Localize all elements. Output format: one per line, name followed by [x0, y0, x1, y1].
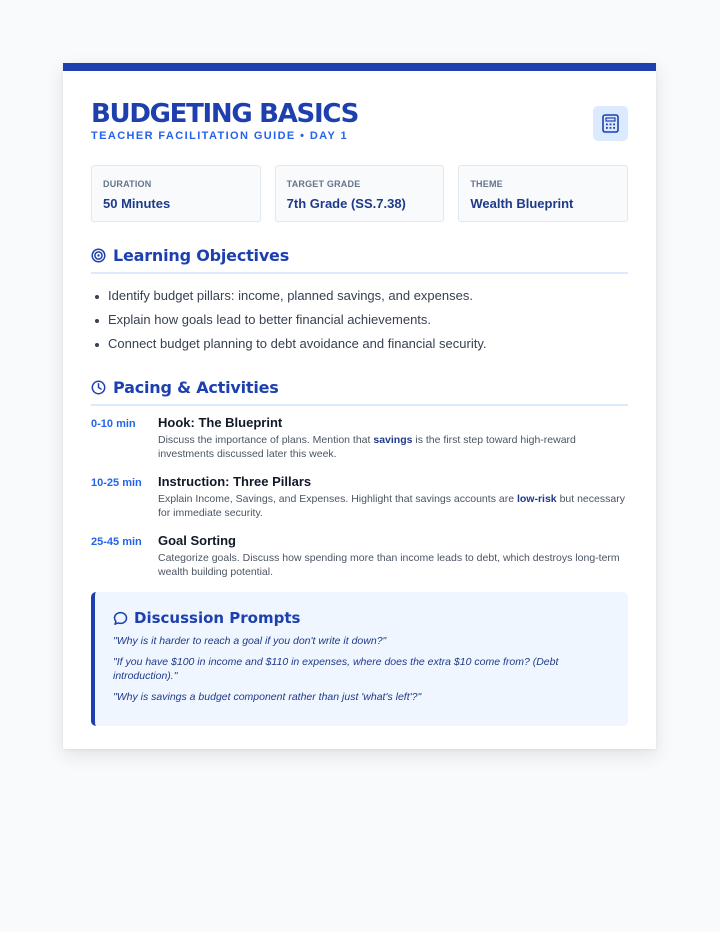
section-title: Pacing & Activities	[113, 378, 279, 397]
info-row	[91, 165, 628, 222]
info-label: DURATION	[103, 179, 152, 189]
activity-title: Goal Sorting	[158, 533, 236, 548]
objectives-header	[91, 246, 628, 274]
info-box-grade	[275, 165, 445, 222]
list-item: Connect budget planning to debt avoidance and financial security.	[91, 332, 628, 356]
activity-title: Hook: The Blueprint	[158, 415, 283, 430]
pacing-header	[91, 378, 628, 406]
activity-row	[91, 415, 628, 461]
activity-row	[91, 533, 628, 579]
page-title: BUDGETING BASICS	[91, 99, 359, 129]
activity-description: Categorize goals. Discuss how spending more than income leads to debt, which destroys long-term wealth building potential.	[158, 552, 620, 578]
discussion-box	[91, 592, 628, 726]
prompt-list	[113, 634, 610, 704]
info-value: Wealth Blueprint	[470, 196, 574, 211]
activity-list	[91, 415, 628, 579]
page-subtitle: TEACHER FACILITATION GUIDE • DAY 1	[91, 130, 349, 142]
activity-time: 0-10 min	[91, 418, 136, 430]
info-value: 50 Minutes	[103, 196, 171, 211]
discussion-prompt: "Why is it harder to reach a goal if you don't write it down?"	[113, 635, 387, 647]
discussion-prompt: "If you have $100 in income and $110 in expenses, where does the extra $10 come from? (Debt introduction)."	[113, 656, 559, 682]
info-box-theme	[458, 165, 628, 222]
discussion-title: Discussion Prompts	[134, 609, 301, 627]
activity-time: 25-45 min	[91, 536, 142, 548]
guide-card	[63, 63, 656, 749]
objectives-list	[91, 284, 628, 356]
activity-description: Discuss the importance of plans. Mention that savings is the first step toward high-reward investments discussed later this week.	[158, 434, 576, 460]
list-item: Identify budget pillars: income, planned savings, and expenses.	[91, 284, 628, 308]
info-label: THEME	[470, 179, 503, 189]
chat-bubble-icon	[113, 611, 128, 626]
target-icon	[91, 248, 106, 263]
discussion-prompt: "Why is savings a budget component rather than just 'what's left'?"	[113, 691, 422, 703]
discussion-header	[113, 609, 610, 627]
list-item: Explain how goals lead to better financial achievements.	[91, 308, 628, 332]
info-label: TARGET GRADE	[286, 179, 361, 189]
activity-title: Instruction: Three Pillars	[158, 474, 312, 489]
info-value: 7th Grade (SS.7.38)	[286, 196, 406, 211]
activity-time: 10-25 min	[91, 477, 142, 489]
info-box-duration	[91, 165, 261, 222]
section-title: Learning Objectives	[113, 246, 290, 265]
activity-description: Explain Income, Savings, and Expenses. Highlight that savings accounts are low-risk but necessary for immediate security.	[158, 493, 625, 519]
guide-header	[91, 99, 628, 165]
clock-icon	[91, 380, 106, 395]
calculator-icon	[602, 114, 619, 133]
activity-row	[91, 474, 628, 520]
calculator-button[interactable]	[593, 106, 628, 141]
